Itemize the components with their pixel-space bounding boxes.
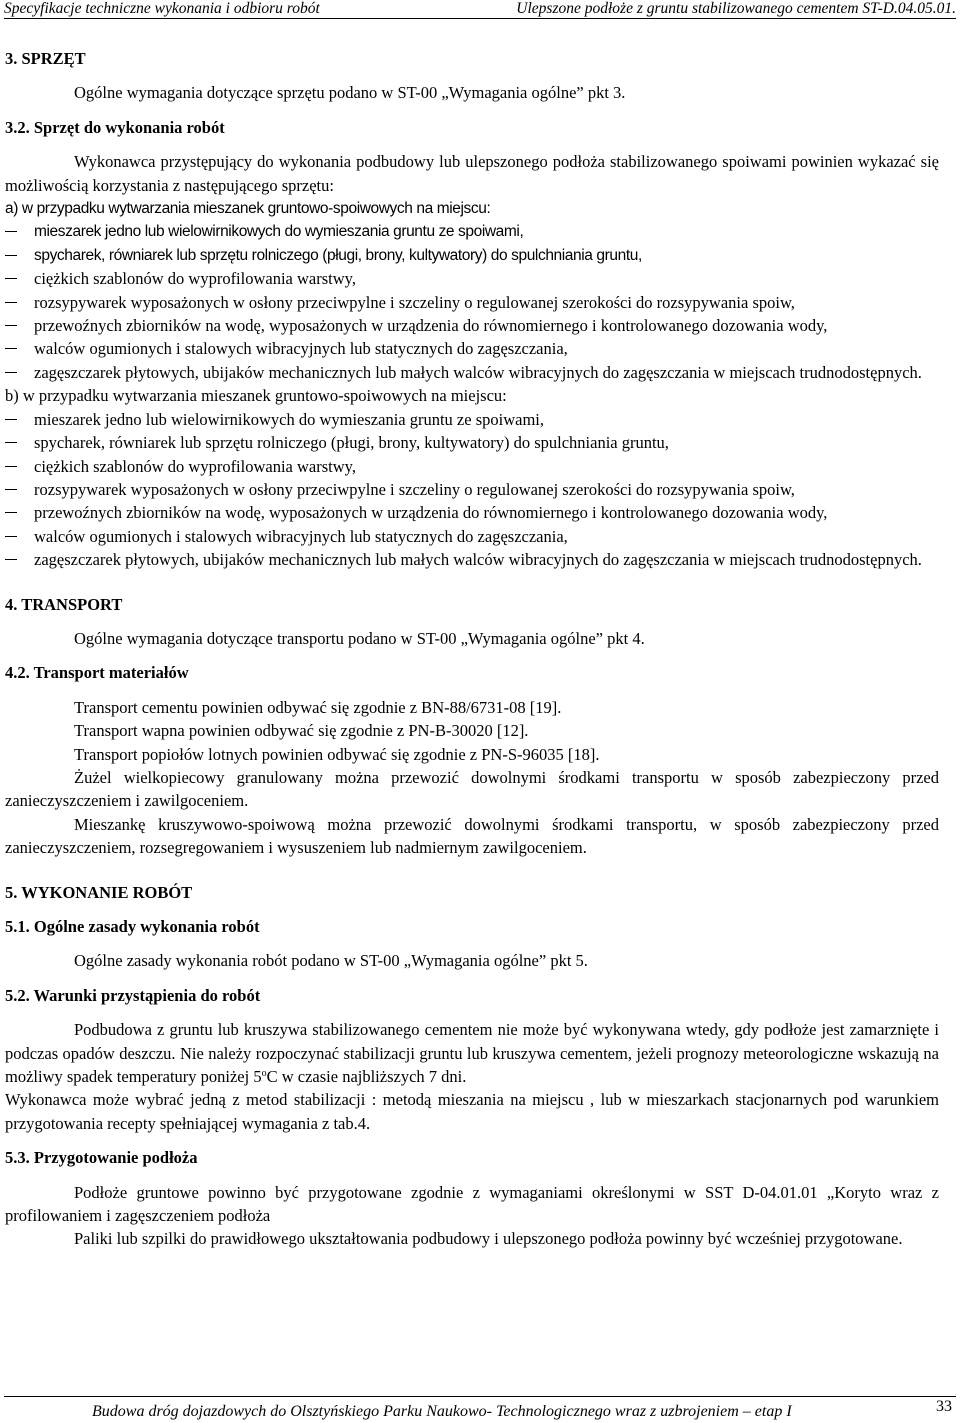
dash-bullet (5, 302, 17, 303)
list-b-label: b) w przypadku wytwarzania mieszanek gruntowo-spoiwowych na miejscu: (5, 386, 507, 406)
list-item: zagęszczarek płytowych, ubijaków mechanicznych lub małych walców wibracyjnych do zagęszczania w miejscach trudnodostępnych. (5, 548, 939, 571)
dash-bullet (5, 419, 17, 420)
dash-bullet (5, 325, 17, 326)
list-item: ciężkich szablonów do wyprofilowania warstwy, (5, 267, 939, 290)
list-a-continued (5, 267, 939, 384)
section-5-3-heading: 5.3. Przygotowanie podłoża (5, 1148, 198, 1168)
dash-bullet (5, 489, 17, 490)
list-item: zagęszczarek płytowych, ubijaków mechanicznych lub małych walców wibracyjnych do zagęszczania w miejscach trudnodostępnych. (5, 361, 939, 384)
list-item: spycharek, równiarek lub sprzętu rolniczego (pługi, brony, kultywatory) do spulchniania gruntu, (5, 431, 939, 454)
page-number: 33 (936, 1398, 952, 1415)
list-item: rozsypywarek wyposażonych w osłony przeciwpylne i szczeliny o regulowanej szerokości do rozsypywania spoiw, (5, 291, 939, 314)
header-spec-code: Ulepszone podłoże z gruntu stabilizowanego cementem ST-D.04.05.01. (516, 0, 956, 17)
dash-bullet (5, 512, 17, 513)
header-spec-title: Specyfikacje techniczne wykonania i odbioru robót (4, 0, 320, 17)
slag-transport-paragraph: Żużel wielkopiecowy granulowany można przewozić dowolnymi środkami transportu w sposób zabezpieczony przed zanieczyszczeniem i zawilgoceniem. (5, 767, 939, 811)
stabilization-method-paragraph: Wykonawca może wybrać jedną z metod stabilizacji : metodą mieszania na miejscu , lub w mieszarkach stacjonarnych pod warunkiem przygotowania recepty spełniającej wymagania z tab.4. (5, 1090, 939, 1133)
section-3-2-heading: 3.2. Sprzęt do wykonania robót (5, 117, 225, 137)
section-3-intro: Ogólne wymagania dotyczące sprzętu podano w ST-00 „Wymagania ogólne” pkt 3. (74, 83, 626, 103)
list-a (5, 220, 939, 267)
list-item: mieszarek jedno lub wielowirnikowych do wymieszania gruntu ze spoiwami, (5, 220, 939, 243)
section-5-1-paragraph: Ogólne zasady wykonania robót podano w ST-00 „Wymagania ogólne” pkt 5. (74, 951, 588, 971)
section-3-heading: 3. SPRZĘT (5, 49, 86, 68)
section-5-1-heading: 5.1. Ogólne zasady wykonania robót (5, 917, 260, 936)
list-item: mieszarek jedno lub wielowirnikowych do wymieszania gruntu ze spoiwami, (5, 408, 939, 431)
dash-bullet (5, 442, 17, 443)
dash-bullet (5, 231, 17, 232)
dash-bullet (5, 372, 17, 373)
transport-line: Transport cementu powinien odbywać się zgodnie z BN-88/6731-08 [19]. (74, 697, 562, 717)
list-item: spycharek, równiarek lub sprzętu rolniczego (pługi, brony, kultywatory) do spulchniania gruntu, (5, 244, 939, 267)
list-item: rozsypywarek wyposażonych w osłony przeciwpylne i szczeliny o regulowanej szerokości do rozsypywania spoiw, (5, 478, 939, 501)
footer-project-title: Budowa dróg dojazdowych do Olsztyńskiego Parku Naukowo- Technologicznego wraz z uzbrojeniem – etap I (92, 1403, 792, 1420)
document-body (5, 47, 939, 1251)
dash-bullet (5, 348, 17, 349)
list-item: przewoźnych zbiorników na wodę, wyposażonych w urządzenia do równomiernego i kontrolowanego dozowania wody, (5, 314, 939, 337)
degree-superscript: o (261, 1068, 267, 1080)
section-4-heading: 4. TRANSPORT (5, 594, 123, 614)
dash-bullet (5, 559, 17, 560)
list-b (5, 408, 939, 572)
page-header (4, 0, 956, 19)
section-5-2-heading: 5.2. Warunki przystąpienia do robót (5, 985, 261, 1005)
list-item: walców ogumionych i stalowych wibracyjnych lub statycznych do zagęszczania, (5, 337, 939, 360)
mix-transport-paragraph: Mieszankę kruszywowo-spoiwową można przewozić dowolnymi środkami transportu, w sposób zabezpieczony przed zanieczyszczeniem, rozsegregowaniem i wysuszeniem lub nadmiernym zawilgoceniem. (5, 814, 939, 858)
transport-line: Transport popiołów lotnych powinien odbywać się zgodnie z PN-S-96035 [18]. (74, 744, 600, 764)
list-a-label: a) w przypadku wytwarzania mieszanek gruntowo-spoiwowych na miejscu: (5, 200, 491, 218)
page-footer (4, 1396, 956, 1421)
section-5-2-paragraph: Podbudowa z gruntu lub kruszywa stabilizowanego cementem nie może być wykonywana wtedy, gdy podłoże jest zamarznięte i podczas opadów deszczu. Nie należy rozpoczynać stabilizacji gruntu lub kruszywa cementem, jeżeli prognozy meteorologiczne wskazują na możliwy spadek temperatury poniżej 5$^o$C w czasie najbliższych 7 dni. (5, 1020, 939, 1087)
list-item: walców ogumionych i stalowych wibracyjnych lub statycznych do zagęszczania, (5, 525, 939, 548)
section-5-heading: 5. WYKONANIE ROBÓT (5, 882, 193, 902)
section-4-intro: Ogólne wymagania dotyczące transportu podano w ST-00 „Wymagania ogólne” pkt 4. (74, 628, 645, 648)
section-3-2-paragraph: Wykonawca przystępujący do wykonania podbudowy lub ulepszonego podłoża stabilizowanego spoiwami powinien wykazać się możliwością korzystania z następującego sprzętu: (5, 152, 939, 195)
stakes-paragraph: Paliki lub szpilki do prawidłowego ukształtowania podbudowy i ulepszonego podłoża powinny być wcześniej przygotowane. (74, 1229, 903, 1249)
section-5-3-paragraph: Podłoże gruntowe powinno być przygotowane zgodnie z wymaganiami określonymi w SST D-04.01.01 „Koryto wraz z profilowaniem i zagęszczeniem podłoża (5, 1182, 939, 1226)
dash-bullet (5, 536, 17, 537)
dash-bullet (5, 466, 17, 467)
dash-bullet (5, 255, 17, 256)
list-item: ciężkich szablonów do wyprofilowania warstwy, (5, 455, 939, 478)
transport-line: Transport wapna powinien odbywać się zgodnie z PN-B-30020 [12]. (74, 721, 529, 741)
list-item: przewoźnych zbiorników na wodę, wyposażonych w urządzenia do równomiernego i kontrolowanego dozowania wody, (5, 501, 939, 524)
dash-bullet (5, 278, 17, 279)
section-4-2-heading: 4.2. Transport materiałów (5, 663, 189, 683)
